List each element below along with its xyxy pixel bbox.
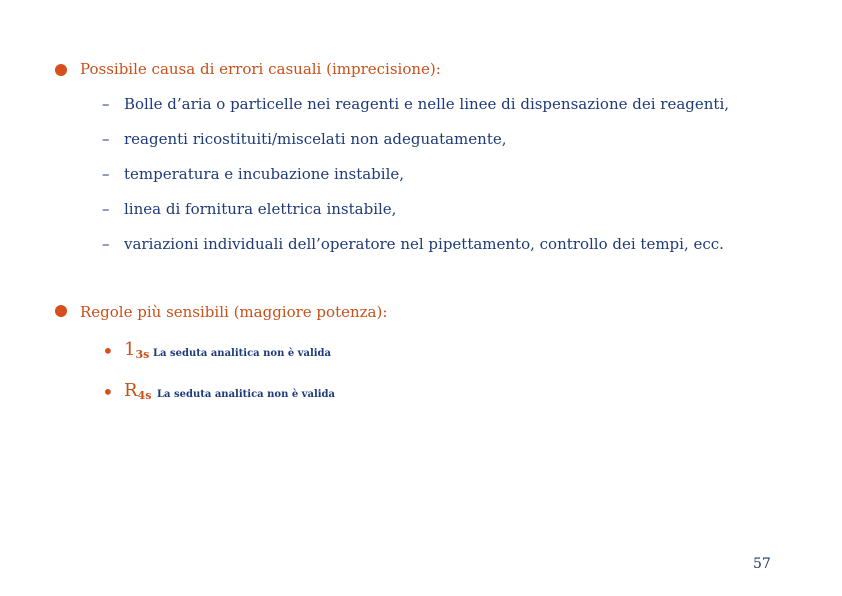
dash-icon: –: [102, 130, 110, 148]
rule-code: [124, 380, 151, 402]
bullet-icon: •: [102, 380, 114, 404]
dash-icon: –: [102, 165, 110, 183]
bullet-icon: •: [102, 339, 114, 363]
list-item: reagenti ricostituiti/miscelati non adeguatamente,: [124, 130, 507, 148]
rule-code: [124, 339, 149, 361]
section2-heading: Regole più sensibili (maggiore potenza):: [80, 303, 388, 321]
list-item: Bolle d’aria o particelle nei reagenti e nelle linee di dispensazione dei reagenti,: [124, 95, 730, 113]
rule-code-sub: 3s: [135, 348, 150, 361]
rule-text: La seduta analitica non è valida: [157, 389, 336, 400]
dash-icon: –: [102, 95, 110, 113]
dash-icon: –: [102, 200, 110, 218]
list-item: variazioni individuali dell’operatore nel pipettamento, controllo dei tempi, ecc.: [124, 235, 724, 253]
dash-icon: –: [102, 235, 110, 253]
section1-heading: Possibile causa di errori casuali (imprecisione):: [80, 60, 441, 78]
rule-code-main: R: [124, 380, 138, 401]
rule-code-main: 1: [124, 339, 136, 360]
section2-bullet-dot: [55, 305, 67, 317]
page-number: 57: [753, 556, 771, 572]
list-item: linea di fornitura elettrica instabile,: [124, 200, 397, 218]
rule-code-sub: 4s: [137, 389, 152, 402]
section1-bullet-dot: [55, 64, 67, 76]
rule-text: La seduta analitica non è valida: [153, 348, 332, 359]
list-item: temperatura e incubazione instabile,: [124, 165, 405, 183]
